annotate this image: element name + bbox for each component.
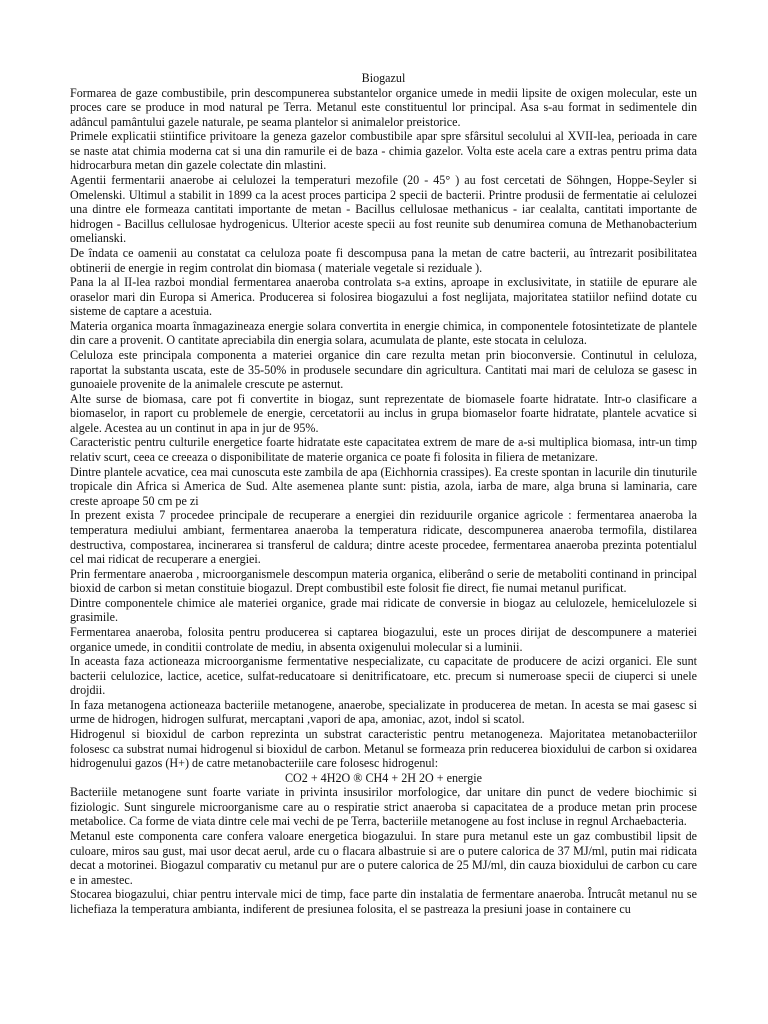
paragraph-storage: Stocarea biogazului, chiar pentru intervale mici de timp, face parte din instalatia de fermentare anaeroba. Întrucât metanul nu se lichefiaza la temperatura ambianta, indiferent de presiunea folosita, el se pastreaza la presiuni joase in containere cu — [70, 887, 697, 916]
paragraph-bacteria: Bacteriile metanogene sunt foarte variate in privinta insusirilor morfologice, dar unitare din punct de vedere biochimic si fiziologic. Sunt singurele microorganisme care au o respiratie strict anaeroba si capacitatea de a produce metan prin procese metabolice. Ca forme de viata dintre cele mai vechi de pe Terra, bacteriile metanogene au fost incluse in regnul Archaebacteria. — [70, 785, 697, 829]
paragraph-dead-matter: Materia organica moarta înmagazineaza energie solara convertita in energie chimica, in componentele fotosintetizate de plantele din care a provenit. O cantitate apreciabila din energia solara, acumulata de plante, este stocata in celuloza. — [70, 318, 697, 348]
document-title: Biogazul — [361, 71, 406, 85]
paragraph-energy-crops: Caracteristic pentru culturile energetice foarte hidratate este capacitatea extrem de mare de a-si multiplica biomasa, intr-un timp relativ scurt, ceea ce creeaza o disponibilitate de materie organica ce poate fi folosita in filiera de metanizare. — [70, 435, 697, 465]
paragraph-procedures: In prezent exista 7 procedee principale de recuperare a energiei din reziduurile organice agricole : fermentarea anaeroba la temperatura mediului ambiant, fermentarea anaeroba la temperatura ridicate, descompunerea anaeroba termofila, distilarea destructiva, compostarea, incinerarea si transferul de caldura; dintre aceste procedee, fermentarea anaeroba prezinta potentialul cel mai ridicat de recuperare a energiei. — [70, 508, 697, 567]
paragraph-fermentation: Fermentarea anaeroba, folosita pentru producerea si captarea biogazului, este un proces dirijat de descompunere a materiei organice umede, in conditii controlate de mediu, in absenta oxigenului molecular si a luminii. — [70, 624, 697, 654]
paragraph-methanogenic-phase: In faza metanogena actioneaza bacteriile metanogene, anaerobe, specializate in producerea de metan. In acesta se mai gasesc si urme de hidrogen, hidrogen sulfurat, mercaptani ,vapori de apa, amoniac, azot, indol si scatol. — [70, 697, 697, 727]
paragraph-anaerobic: Prin fermentare anaeroba , microorganismele descompun materia organica, eliberând o serie de metaboliti continand in principal bioxid de carbon si metan constituie biogazul. Drept combustibil este folosit fie direct, fie numai metanul purificat. — [70, 566, 697, 596]
paragraph-cellulose-discovery: De îndata ce oamenii au constatat ca celuloza poate fi descompusa pana la metan de catre bacterii, au întrezarit posibilitatea obtinerii de energie in regim controlat din biomasa ( materiale vegetale si reziduale ). — [70, 245, 697, 275]
paragraph-ww2: Pana la al II-lea razboi mondial fermentarea anaeroba controlata s-a extins, aproape in exclusivitate, in statiile de epurare ale oraselor mari din Europa si America. Producerea si folosirea biogazului a fost neglijata, majoritatea statiilor nefiind dotate cu sisteme de captare a acestuia. — [70, 275, 697, 319]
paragraph-phase-one: In aceasta faza actioneaza microorganisme fermentative nespecializate, cu capacitate de producere de acizi organici. Ele sunt bacterii celulozice, lactice, acetice, sulfat-reducatoare si denitrificatoare, etc. precum si numeroase specii de ciuperci si unele drojdii. — [70, 654, 697, 698]
document-page — [70, 71, 697, 917]
paragraph-origin: Formarea de gaze combustibile, prin descompunerea substantelor organice umede in medii lipsite de oxigen molecular, este un proces care se produce in mod natural pe Terra. Metanul este constituentul lor principal. Asa s-au format in sedimentele din adâncul pamântului gazele naturale, pe seama plantelor si animalelor preistorice. — [70, 85, 697, 129]
paragraph-history: Primele explicatii stiintifice privitoare la geneza gazelor combustibile apar spre sfârsitul secolului al XVII-lea, perioada in care se naste atat chimia moderna cat si una din ramurile ei de baza - chimia gazelor. Volta este acela care a extras pentru prima data hidrocarbura metan din gazele colectate din mlastini. — [70, 129, 697, 173]
paragraph-hydrogen: Hidrogenul si bioxidul de carbon reprezinta un substrat caracteristic pentru metanogeneza. Majoritatea metanobacteriilor folosesc ca substrat numai hidrogenul si bioxidul de carbon. Metanul se formeaza prin reducerea bioxidului de carbon si oxidarea hidrogenului gazos (H+) de catre metanobacteriile care folosesc hidrogenul: — [70, 727, 697, 771]
paragraph-cellulose: Celuloza este principala componenta a materiei organice din care rezulta metan prin bioconversie. Continutul in celuloza, raportat la substanta uscata, este de 35-50% in produsele secundare din agricultura. Cantitati mai mari de celuloza se gasesc in gunoaiele provenite de la animalele crescute pe asternut. — [70, 347, 697, 392]
paragraph-aquatic-plants: Dintre plantele acvatice, cea mai cunoscuta este zambila de apa (Eichhornia crassipes). Ea creste spontan in lacurile din tinuturile tropicale din Africa si America de Sud. Alte asemenea plante sunt: pistia, azola, iarba de mare, alga bruna si laminaria, care creste aproape 50 cm pe zi — [70, 464, 697, 508]
paragraph-methane: Metanul este componenta care confera valoare energetica biogazului. In stare pura metanul este un gaz combustibil lipsit de culoare, miros sau gust, mai usor decat aerul, arde cu o flacara albastruie si are o putere calorica de 37 MJ/ml, putin mai ridicata decat a motorinei. Biogazul comparativ cu metanul pur are o putere calorica de 25 MJ/ml, din cauza bioxidului de carbon cu care e in amestec. — [70, 829, 697, 887]
paragraph-agents: Agentii fermentarii anaerobe ai celulozei la temperaturi mezofile (20 - 45° ) au fost cercetati de Söhngen, Hoppe-Seyler si Omelenski. Ultimul a stabilit in 1899 ca la acest proces participa 2 specii de bacterii. Printre produsii de fermentatie ai celulozei una dintre ele formeaza cantitati importante de metan - Bacillus cellulosae methanicus - iar cealalta, cantitati importante de hidrogen - Bacillus cellulosae hydrogenicus. Ulterior aceste specii au fost reunite sub denumirea comuna de Methanobacterium omelianski. — [70, 173, 697, 246]
paragraph-components: Dintre componentele chimice ale materiei organice, grade mai ridicate de conversie in biogaz au celulozele, hemicelulozele si grasimile. — [70, 595, 697, 625]
paragraph-biomass-sources: Alte surse de biomasa, care pot fi convertite in biogaz, sunt reprezentate de biomasele foarte hidratate. Intr-o clasificare a biomaselor, in raport cu problemele de energie, cercetatorii au inclus in grupa biomaselor foarte hidratate, plantele acvatice si algele. Acestea au un continut in apa in jur de 95%. — [70, 391, 697, 435]
chemical-formula: CO2 + 4H2O ® CH4 + 2H 2O + energie — [284, 770, 483, 785]
